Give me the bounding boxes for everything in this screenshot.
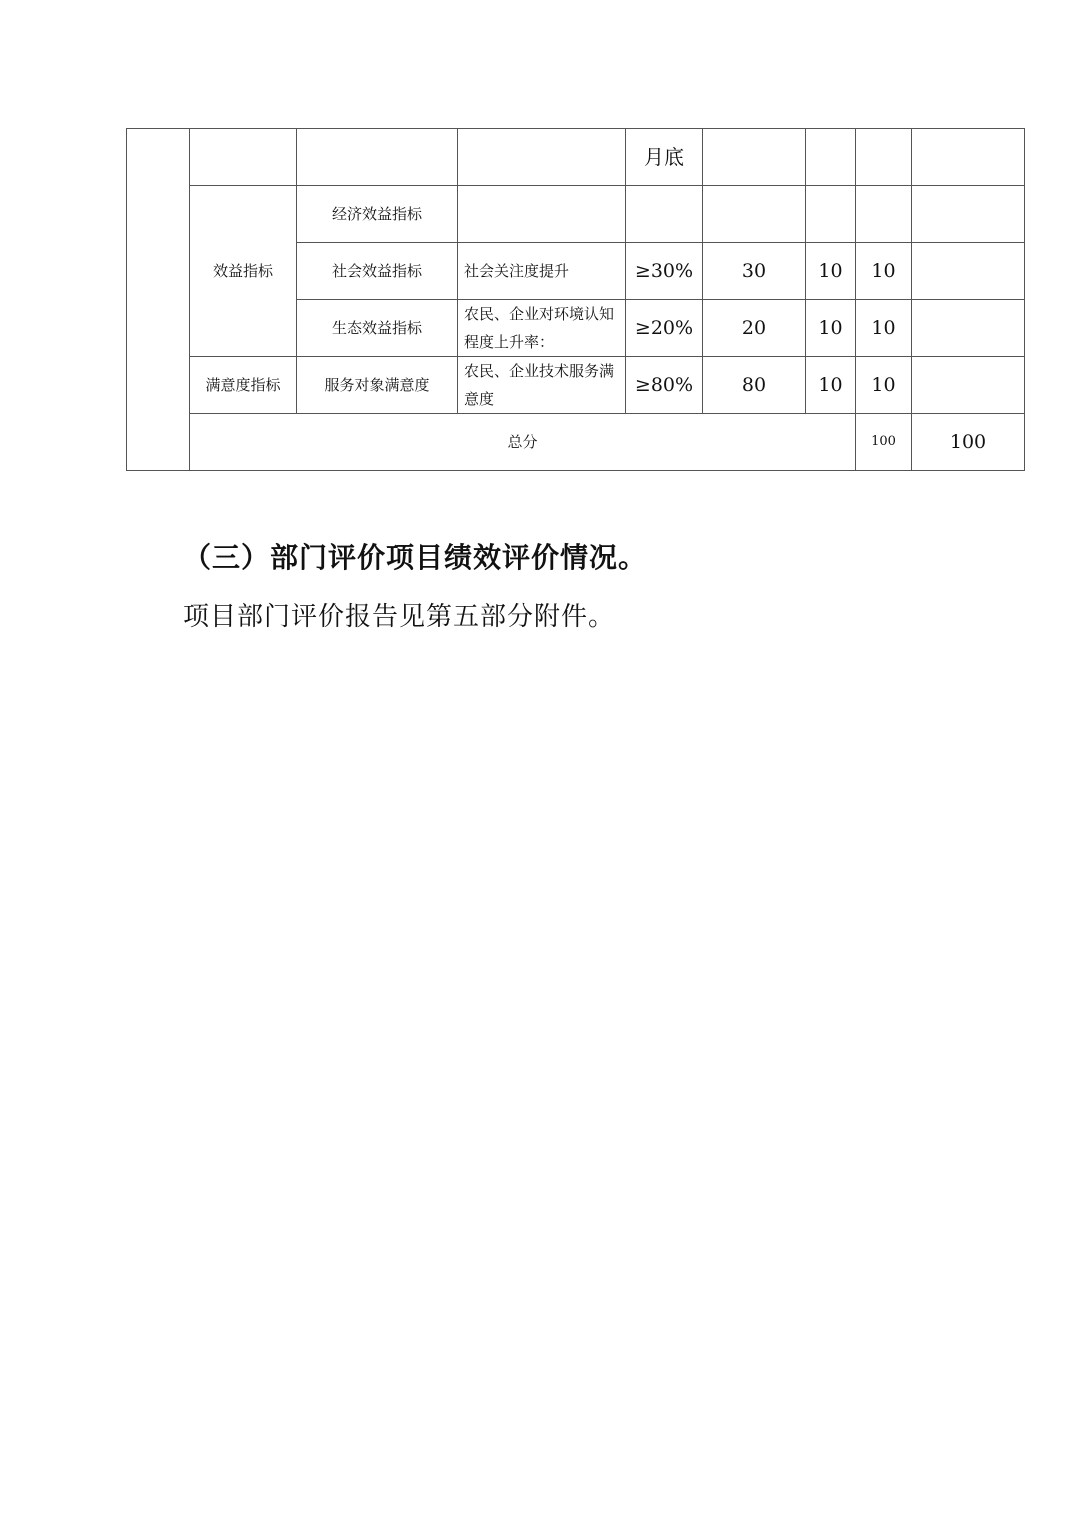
table-cell	[912, 243, 1025, 300]
total-label: 总分	[190, 414, 856, 471]
table-cell	[912, 357, 1025, 414]
table-cell	[458, 186, 626, 243]
section-body: 项目部门评价报告见第五部分附件。	[183, 602, 616, 632]
table-cell	[806, 129, 856, 186]
table-cell	[458, 129, 626, 186]
indicator-cell: 农民、企业对环境认知程度上升率：	[458, 300, 626, 357]
score-cell: 10	[856, 357, 912, 414]
table-cell	[190, 129, 297, 186]
total-score: 100	[912, 414, 1025, 471]
table-cell	[856, 186, 912, 243]
table-row	[127, 357, 1025, 414]
category-cell: 满意度指标	[190, 357, 297, 414]
indicator-cell: 农民、企业技术服务满意度	[458, 357, 626, 414]
score-cell: 10	[856, 243, 912, 300]
indicator-cell: 社会关注度提升	[458, 243, 626, 300]
subcategory-cell: 服务对象满意度	[297, 357, 458, 414]
weight-cell: 10	[806, 300, 856, 357]
category-cell: 效益指标	[190, 186, 297, 357]
actual-cell: 30	[703, 243, 806, 300]
table-cell	[297, 129, 458, 186]
total-weight: 100	[856, 414, 912, 471]
performance-table	[126, 128, 1025, 471]
table-row	[127, 186, 1025, 243]
table-cell	[626, 186, 703, 243]
table-cell	[912, 300, 1025, 357]
target-cell: ≥80%	[626, 357, 703, 414]
score-cell: 10	[856, 300, 912, 357]
weight-cell: 10	[806, 357, 856, 414]
table-row	[127, 129, 1025, 186]
subcategory-cell: 生态效益指标	[297, 300, 458, 357]
table-row	[127, 414, 1025, 471]
target-cell: 月底	[626, 129, 703, 186]
table-cell	[912, 186, 1025, 243]
table-cell	[806, 186, 856, 243]
target-cell: ≥20%	[626, 300, 703, 357]
actual-cell: 80	[703, 357, 806, 414]
subcategory-cell: 社会效益指标	[297, 243, 458, 300]
subcategory-cell: 经济效益指标	[297, 186, 458, 243]
table-cell	[856, 129, 912, 186]
table-cell	[703, 129, 806, 186]
section-heading: （三）部门评价项目绩效评价情况。	[183, 541, 648, 574]
table-cell	[912, 129, 1025, 186]
actual-cell: 20	[703, 300, 806, 357]
weight-cell: 10	[806, 243, 856, 300]
table-cell	[127, 129, 190, 471]
table-cell	[703, 186, 806, 243]
target-cell: ≥30%	[626, 243, 703, 300]
